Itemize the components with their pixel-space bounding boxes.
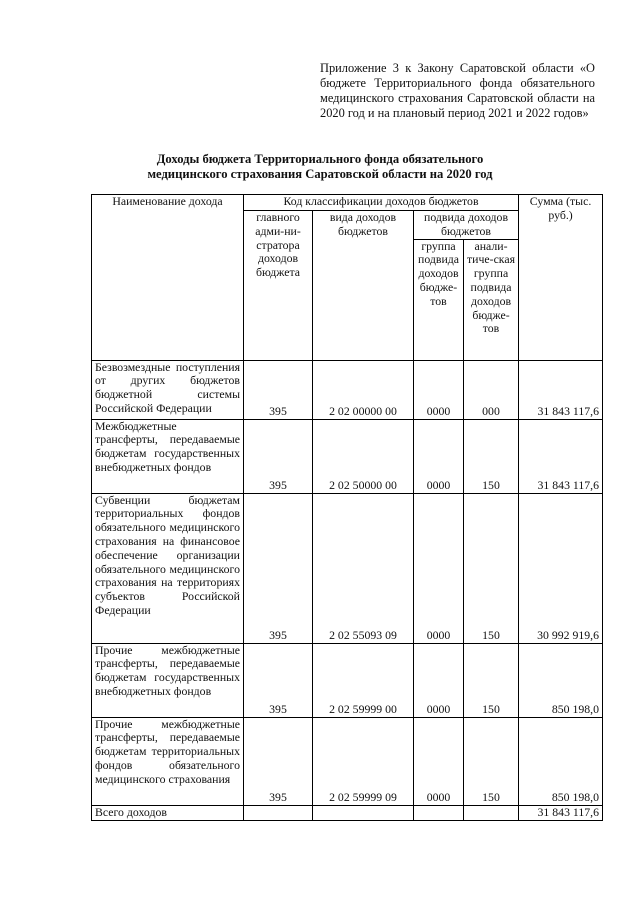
row-group-code: 0000 bbox=[414, 419, 464, 493]
row-analytic-code: 150 bbox=[464, 717, 519, 805]
row-admin-code: 395 bbox=[244, 643, 313, 717]
row-type-code: 2 02 59999 00 bbox=[313, 643, 414, 717]
document-title bbox=[100, 152, 540, 182]
row-name: Прочие межбюджетные трансферты, передаваемые бюджетам территориальных фондов обязательного медицинского страхования bbox=[92, 717, 244, 805]
header-admin: главного адми-ни-стратора доходов бюджета bbox=[244, 211, 313, 361]
row-name: Безвозмездные поступления от других бюджетов бюджетной системы Российской Федерации bbox=[92, 360, 244, 419]
table-body bbox=[92, 360, 603, 820]
row-admin-code: 395 bbox=[244, 419, 313, 493]
row-name: Субвенции бюджетам территориальных фондов обязательного медицинского страхования на финансовое обеспечение организации обязательного медицинского страхования на территориях субъектов Российской Федерации bbox=[92, 493, 244, 643]
row-type-code: 2 02 50000 00 bbox=[313, 419, 414, 493]
table-row bbox=[92, 493, 603, 643]
header-analytic: анали-тиче-ская группа подвида доходов бюдже-тов bbox=[464, 239, 519, 360]
row-type-code: 2 02 55093 09 bbox=[313, 493, 414, 643]
total-empty-cell bbox=[244, 805, 313, 820]
title-line-2: медицинского страхования Саратовской области на 2020 год bbox=[147, 167, 493, 181]
row-analytic-code: 150 bbox=[464, 493, 519, 643]
row-type-code: 2 02 00000 00 bbox=[313, 360, 414, 419]
row-group-code: 0000 bbox=[414, 493, 464, 643]
total-empty-cell bbox=[414, 805, 464, 820]
header-subtype-group: подвида доходов бюджетов bbox=[414, 211, 519, 240]
row-sum: 31 843 117,6 bbox=[519, 419, 603, 493]
row-admin-code: 395 bbox=[244, 717, 313, 805]
total-label: Всего доходов bbox=[92, 805, 244, 820]
income-table bbox=[91, 194, 603, 821]
header-name: Наименование дохода bbox=[92, 195, 244, 361]
row-admin-code: 395 bbox=[244, 493, 313, 643]
title-line-1: Доходы бюджета Территориального фонда обязательного bbox=[156, 152, 484, 166]
row-sum: 30 992 919,6 bbox=[519, 493, 603, 643]
row-group-code: 0000 bbox=[414, 717, 464, 805]
row-name: Межбюджетные трансферты, передаваемые бюджетам государственных внебюджетных фондов bbox=[92, 419, 244, 493]
total-sum: 31 843 117,6 bbox=[519, 805, 603, 820]
row-group-code: 0000 bbox=[414, 360, 464, 419]
annex-reference: Приложение 3 к Закону Саратовской области «О бюджете Территориального фонда обязательного медицинского страхования Саратовской области на 2020 год и на плановый период 2021 и 2022 годов» bbox=[320, 61, 595, 120]
row-sum: 850 198,0 bbox=[519, 643, 603, 717]
row-name: Прочие межбюджетные трансферты, передаваемые бюджетам государственных внебюджетных фондов bbox=[92, 643, 244, 717]
row-analytic-code: 150 bbox=[464, 419, 519, 493]
table-row bbox=[92, 643, 603, 717]
row-analytic-code: 000 bbox=[464, 360, 519, 419]
header-sum: Сумма (тыс. руб.) bbox=[519, 195, 603, 361]
table-header bbox=[92, 195, 603, 361]
row-analytic-code: 150 bbox=[464, 643, 519, 717]
row-admin-code: 395 bbox=[244, 360, 313, 419]
header-type: вида доходов бюджетов bbox=[313, 211, 414, 361]
total-empty-cell bbox=[464, 805, 519, 820]
header-subtype-group-code: группа подвида доходов бюдже-тов bbox=[414, 239, 464, 360]
header-code-group: Код классификации доходов бюджетов bbox=[244, 195, 519, 211]
row-group-code: 0000 bbox=[414, 643, 464, 717]
row-sum: 850 198,0 bbox=[519, 717, 603, 805]
total-empty-cell bbox=[313, 805, 414, 820]
row-type-code: 2 02 59999 09 bbox=[313, 717, 414, 805]
table-row bbox=[92, 717, 603, 805]
table-row bbox=[92, 419, 603, 493]
table-row bbox=[92, 360, 603, 419]
total-row bbox=[92, 805, 603, 820]
row-sum: 31 843 117,6 bbox=[519, 360, 603, 419]
